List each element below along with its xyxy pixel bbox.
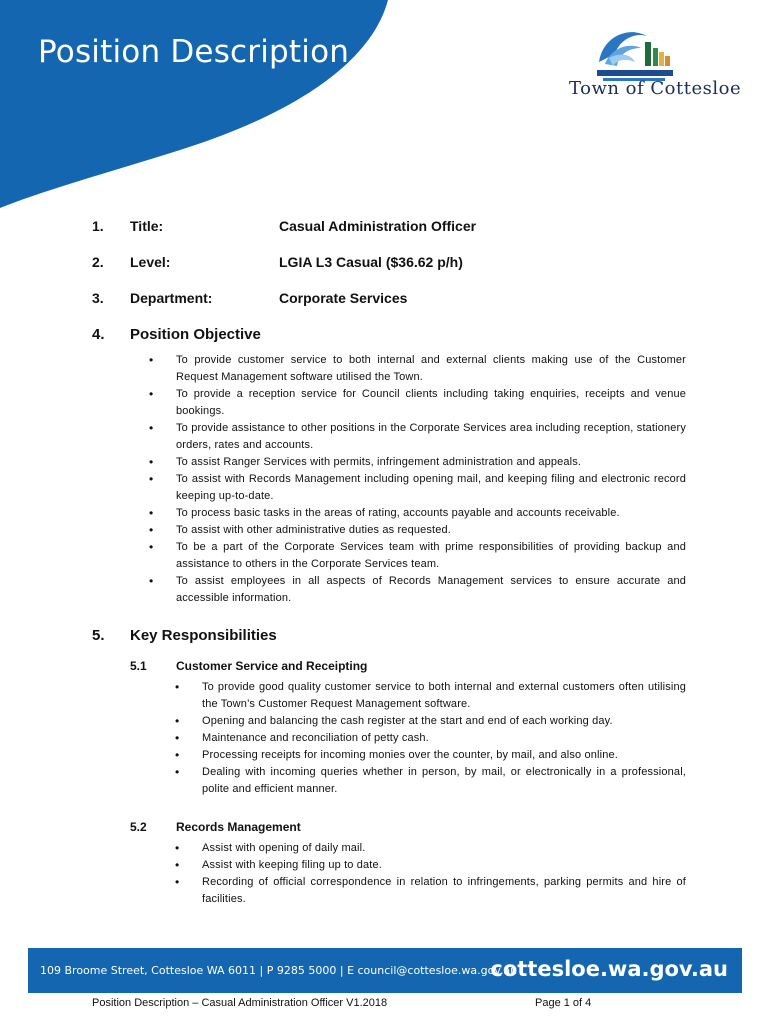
- list-item: • To process basic tasks in the areas of rating, accounts payable and accounts receivable.: [92, 505, 686, 522]
- detail-title-row: [92, 218, 692, 254]
- section-number: 4.: [92, 326, 105, 343]
- detail-label: Level:: [130, 254, 171, 270]
- list-item: • To provide assistance to other positions in the Corporate Services area including reception, stationery orders, rates and accounts.: [92, 420, 686, 454]
- detail-number: 3.: [92, 290, 104, 306]
- detail-number: 2.: [92, 254, 104, 270]
- list-item: • Processing receipts for incoming monies over the counter, by mail, and also online.: [92, 747, 686, 764]
- list-item: • Dealing with incoming queries whether in person, by mail, or electronically in a professional, polite and efficient manner.: [92, 764, 686, 798]
- list-item: • Assist with keeping filing up to date.: [92, 857, 686, 874]
- logo-text: Town of Cottesloe: [569, 78, 742, 99]
- detail-number: 1.: [92, 218, 104, 234]
- document-body: [92, 218, 692, 908]
- subsection-title: Customer Service and Receipting: [176, 659, 368, 673]
- detail-value: Corporate Services: [279, 290, 408, 306]
- page-title: Position Description: [38, 34, 350, 70]
- subsection-heading: [92, 659, 692, 679]
- list-item: • Opening and balancing the cash register at the start and end of each working day.: [92, 713, 686, 730]
- subsection-number: 5.1: [130, 659, 147, 673]
- detail-department-row: [92, 290, 692, 326]
- section-number: 5.: [92, 627, 105, 644]
- subsection-heading: [92, 820, 692, 840]
- subsection-number: 5.2: [130, 820, 147, 834]
- subsection-title: Records Management: [176, 820, 301, 834]
- footer-document-title: Position Description – Casual Administration Officer V1.2018: [92, 997, 388, 1009]
- records-management-list: [92, 840, 692, 908]
- list-item: • To be a part of the Corporate Services team with prime responsibilities of providing backup and assistance to others in the Corporate Services team.: [92, 539, 686, 573]
- list-item: • To assist Ranger Services with permits, infringement administration and appeals.: [92, 454, 686, 471]
- list-item: • To assist employees in all aspects of Records Management services to ensure accurate and accessible information.: [92, 573, 686, 607]
- town-logo-icon: [595, 22, 675, 82]
- list-item: • To provide customer service to both internal and external clients making use of the Customer Request Management software utilised the Town.: [92, 352, 686, 386]
- detail-value: Casual Administration Officer: [279, 218, 477, 234]
- responsibilities-heading: [92, 627, 692, 659]
- footer-banner: [28, 948, 742, 993]
- list-item: • To provide a reception service for Council clients including taking enquiries, receipts and venue bookings.: [92, 386, 686, 420]
- detail-value: LGIA L3 Casual ($36.62 p/h): [279, 254, 463, 270]
- section-title: Position Objective: [130, 326, 261, 343]
- detail-label: Department:: [130, 290, 213, 306]
- detail-level-row: [92, 254, 692, 290]
- objective-heading: [92, 326, 692, 352]
- list-item: • Assist with opening of daily mail.: [92, 840, 686, 857]
- footer-website: cottesloe.wa.gov.au: [490, 957, 728, 981]
- page-number: Page 1 of 4: [535, 997, 592, 1009]
- footer-address: 109 Broome Street, Cottesloe WA 6011 | P 9285 5000 | E council@cottesloe.wa.gov.au: [40, 964, 518, 977]
- list-item: • Recording of official correspondence in relation to infringements, parking permits and hire of facilities.: [92, 874, 686, 908]
- list-item: • To assist with Records Management including opening mail, and keeping filing and electronic record keeping up-to-date.: [92, 471, 686, 505]
- detail-label: Title:: [130, 218, 164, 234]
- section-title: Key Responsibilities: [130, 627, 277, 644]
- customer-service-list: [92, 679, 692, 798]
- list-item: • To provide good quality customer service to both internal and external customers often utilising the Town’s Customer Request Management software.: [92, 679, 686, 713]
- list-item: • Maintenance and reconciliation of petty cash.: [92, 730, 686, 747]
- objective-list: [92, 352, 692, 607]
- list-item: • To assist with other administrative duties as requested.: [92, 522, 686, 539]
